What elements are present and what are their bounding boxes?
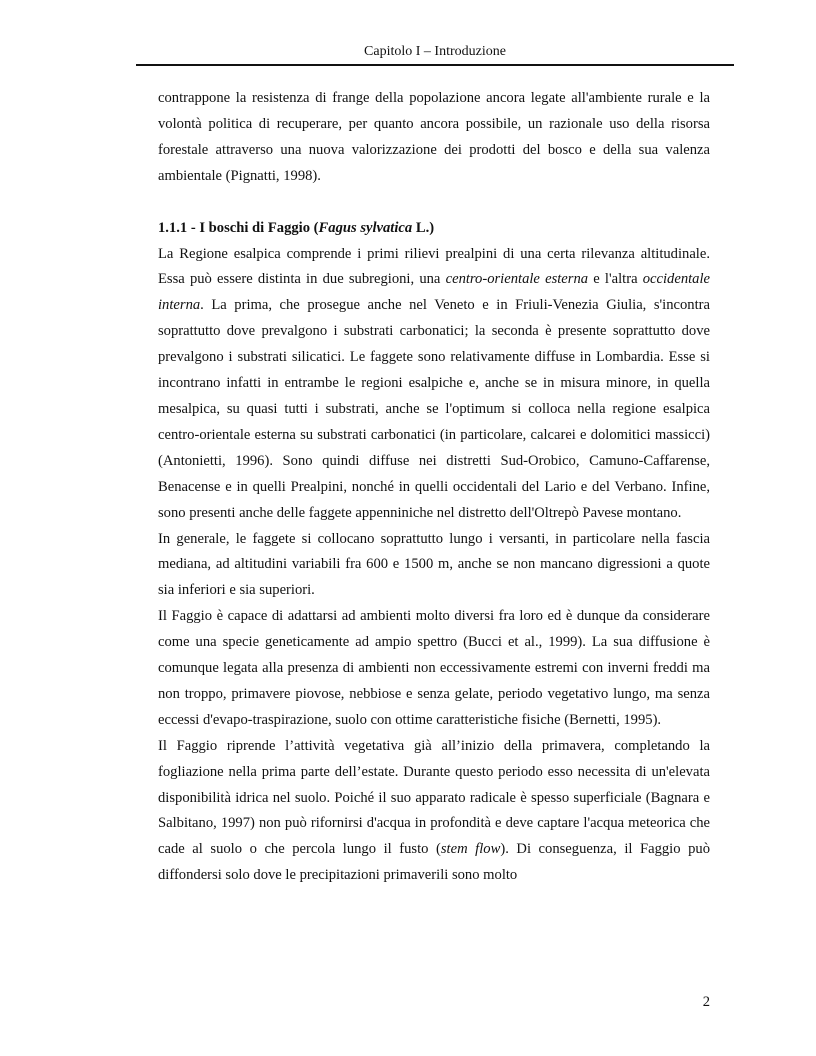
paragraph-text: ). Di conseguenza, il Faggio può diffondersi solo dove le precipitazioni primaverili sono molto [158, 841, 710, 884]
paragraph-text: Il Faggio riprende l’attività vegetativa già all’inizio della primavera, completando la fogliazione nella prima parte dell’estate. Durante questo periodo esso necessita di un'elevata disponibilità idrica nel suolo. Poiché il suo apparato radicale è spesso superficiale (Bagnara e Salbitano, 1997) non può rifornirsi d'acqua in profondità e deve captare l'acqua meteorica che cade al suolo o che percola lungo il fusto ( [158, 737, 710, 858]
paragraph-text: La Regione esalpica comprende i primi rilievi prealpini di una certa rilevanza altitudinale. Essa può essere distinta in due subregioni, una [158, 245, 710, 288]
paragraph-faggete-versanti: In generale, le faggete si collocano soprattutto lungo i versanti, in particolare nella fascia mediana, ad altitudini variabili fra 600 e 1500 m, anche se non mancano digressioni a quote sia inferiori e sia superiori. [158, 530, 710, 599]
paragraph-esalpica [158, 242, 710, 527]
page-header: Capitolo I – Introduzione [364, 44, 506, 59]
paragraph-text: . La prima, che prosegue anche nel Veneto e in Friuli-Venezia Giulia, s'incontra soprattutto dove prevalgono i substrati carbonatici; la seconda è presente soprattutto dove prevalgono i substrati silicatici. Le faggete sono relativamente diffuse in Lombardia. Esse si incontrano infatti in entrambe le regioni esalpiche e, anche se in misura minore, in quella mesalpica, su quasi tutti i substrati, anche se l'optimum si colloca nella regione esalpica centro-orientale esterna su substrati carbonatici (in particolare, calcarei e dolomitici massicci) (Antonietti, 1996). Sono quindi diffuse nei distretti Sud-Orobico, Camuno-Caffarense, Benacense e in quelli Prealpini, nonché in quelli occidentali del Lario e del Verbano. Infine, sono presenti anche delle faggete appenniniche nel distretto dell'Oltrepò Pavese montano. [158, 297, 710, 521]
italic-term: occidentale interna [158, 271, 711, 314]
page-number: 2 [702, 994, 710, 1010]
section-heading-title: 1.1.1 - I boschi di Faggio ( [158, 219, 319, 236]
paragraph-attivita-vegetativa [158, 734, 710, 889]
section-heading [158, 216, 710, 242]
paragraph-text: e l'altra [588, 271, 643, 288]
italic-term: stem flow [440, 841, 501, 858]
section-heading-species: Fagus sylvatica [318, 219, 413, 236]
paragraph-adattamento: Il Faggio è capace di adattarsi ad ambienti molto diversi fra loro ed è dunque da considerare come una specie geneticamente ad ampio spettro (Bucci et al., 1999). La sua diffusione è comunque legata alla presenza di ambienti non eccessivamente estremi con inverni freddi ma non troppo, primavere piovose, nebbiose e senza gelate, periodo vegetativo lungo, ma senza eccessi d'evapo-traspirazione, suolo con ottime caratteristiche fisiche (Bernetti, 1995). [158, 608, 710, 728]
header-divider [136, 64, 734, 66]
document-body [158, 86, 710, 889]
section-heading-author: L.) [412, 219, 435, 236]
italic-term: centro-orientale esterna [445, 271, 589, 288]
intro-paragraph: contrappone la resistenza di frange della popolazione ancora legate all'ambiente rurale e la volontà politica di recuperare, per quanto ancora possibile, un razionale uso della risorsa forestale attraverso una nuova valorizzazione dei prodotti del bosco e della sua valenza ambientale (Pignatti, 1998). [158, 90, 710, 184]
